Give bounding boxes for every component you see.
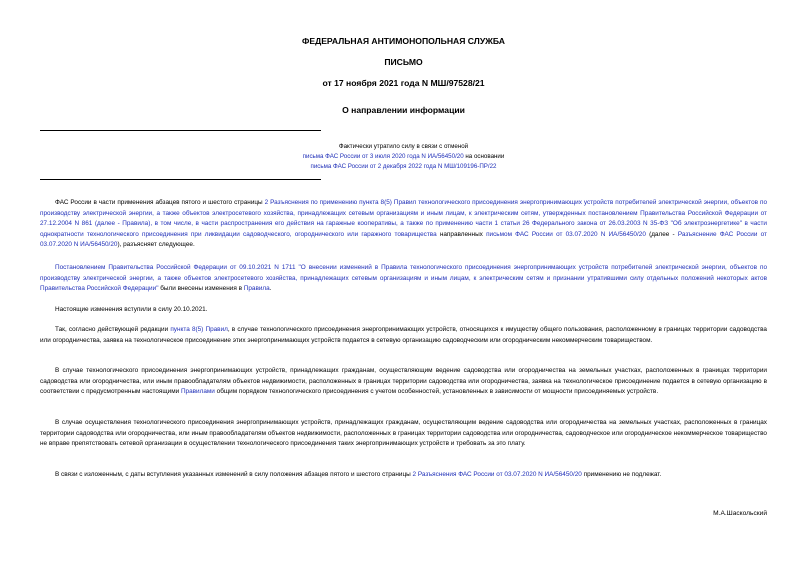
rules-clause-link[interactable]: пункта 8(5) Правил [170, 326, 228, 333]
paragraph-text: , в случае технологического присоединения энергопринимающих устройств, относящихся к имуществу общего пользования, расположенному в границах территории садоводства или огородничества, заявка на технологическое присоединение этих энергопринимающих устройств подается в сетевую организацию садоводческим или огородническим некоммерческим товариществом. [40, 326, 767, 344]
rules-link[interactable]: Правилами [180, 388, 215, 396]
document-subject: О направлении информации [342, 105, 465, 115]
document-date-number: от 17 ноября 2021 года N МШ/97528/21 [322, 78, 485, 88]
body-paragraph-1 [40, 198, 767, 251]
paragraph-text: (далее - [645, 230, 678, 238]
paragraph-text: были внесены изменения в [158, 285, 244, 293]
paragraph-text: В случае технологического присоединения энергопринимающих устройств, принадлежащих гражданам, осуществляющим ведение садоводства или огородничества на земельных участках, расположенных в границах территории садоводства или огородничества, или иным правообладателям объектов недвижимости, расположенных в границах территории садоводства или огородничества, заявка на технологическое присоединение подается в сетевую организацию в соответствии с предусмотренным настоящими [40, 367, 767, 396]
body-paragraph-4 [40, 325, 767, 346]
paragraph-text: применению не подлежат. [581, 471, 662, 478]
paragraph-text: Так, согласно действующей редакции [55, 326, 171, 333]
status-note-line-1: Фактически утратило силу в связи с отменой [338, 143, 469, 150]
body-paragraph-5 [40, 366, 767, 398]
government-decree-link[interactable]: Постановлением Правительства Российской Федерации от 09.10.2021 N 1711 "О внесении изменений в Правила технологического присоединения энергопринимающих устройств потребителей электрической энергии, объектов по производству электрической энергии, а также объектов электросетевого хозяйства, принадлежащих сетевым организациям и иным лицам, к электрическим сетям и признании утратившими силу отдельных положений некоторых актов Правительства Российской Федерации" [40, 264, 767, 293]
signature: М.А.Шаскольский [713, 510, 767, 517]
paragraph-text: ФАС России в части применения абзацев пятого и шестого страницы [55, 199, 265, 206]
body-paragraph-3: Настоящие изменения вступили в силу 20.10.2021. [55, 306, 208, 313]
document-type: ПИСЬМО [384, 57, 423, 67]
paragraph-text: В связи с изложенным, с даты вступления указанных изменений в силу положения абзацев пятого и шестого страницы [55, 471, 413, 478]
clarification-short-link[interactable]: Разъяснение ФАС России от 03.07.2020 N ИА/56450/20 [40, 230, 767, 249]
paragraph-text: . [269, 285, 272, 293]
clarification-short-link[interactable]: 2 Разъяснения ФАС России от 03.07.2020 N ИА/56450/20 [412, 471, 582, 478]
status-note-bottom-divider [40, 179, 321, 180]
status-note-line-2-tail: на основании [463, 153, 505, 160]
fas-letter-link[interactable]: письмом ФАС России от 03.07.2020 N ИА/56450/20 [486, 230, 646, 238]
paragraph-text: ), разъясняет следующее. [117, 241, 195, 249]
clarification-link[interactable]: 2 Разъяснения по применению пункта 8(5) Правил технологического присоединения энергопринимающих устройств потребителей электрической энергии, объектов по производству электрической энергии, а также объектов электросетевого хозяйства, принадлежащих сетевым организациям и иным лицам, к электрическим сетям, утвержденных постановлением Правительства Российской Федерации от 27.12.2004 N 861 (далее - Правила), в том числе, в части распространения его действия на гаражные кооперативы, а также по применению части 1 статьи 26 Федерального закона от 26.03.2003 N 35-ФЗ "Об электроэнергетике" в части однократности технологического присоединения при ликвидации садоводческого, огороднического или гаражного товарищества [40, 199, 767, 238]
paragraph-text: общим порядком технологического присоединения с учетом особенностей, установленных в зависимости от мощности присоединяемых устройств. [214, 388, 659, 396]
repealing-letter-link[interactable]: письма ФАС России от 2 декабря 2022 года N МШ/109196-ПР/22 [310, 163, 497, 170]
repealed-letter-link[interactable]: письма ФАС России от 3 июля 2020 года N ИА/56450/20 [302, 153, 464, 160]
agency-title: ФЕДЕРАЛЬНАЯ АНТИМОНОПОЛЬНАЯ СЛУЖБА [302, 36, 505, 46]
status-note-line-3 [0, 162, 807, 172]
status-note-line-2 [0, 152, 807, 162]
body-paragraph-6: В случае осуществления технологического присоединения энергопринимающих устройств, принадлежащих гражданам, осуществляющим ведение садоводства или огородничества на земельных участках, расположенных в границах территории садоводства или огородничества, или иным правообладателям объектов недвижимости, расположенных в границах территории садоводства или огородничества, садоводческое или огородническое некоммерческое товарищество не вправе препятствовать сетевой организации в осуществлении технологического присоединения таких энергопринимающих устройств и требовать за это плату. [40, 419, 767, 448]
rules-link[interactable]: Правила [243, 285, 270, 293]
body-paragraph-7 [40, 470, 767, 481]
body-paragraph-2 [40, 263, 767, 295]
status-note-top-divider [40, 130, 321, 131]
paragraph-text: направленных [436, 230, 487, 238]
